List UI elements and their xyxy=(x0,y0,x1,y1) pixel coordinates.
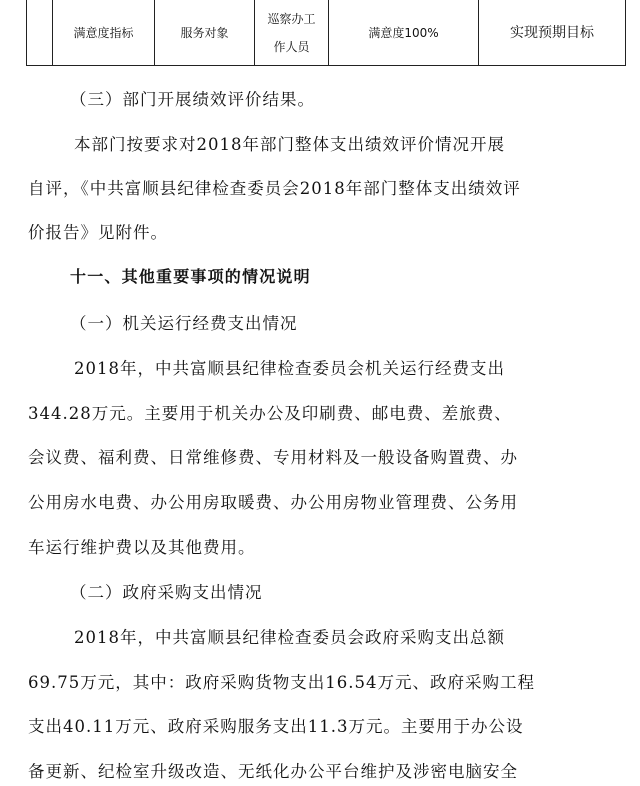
paragraph-line: 2018年，中共富顺县纪律检查委员会政府采购支出总额 xyxy=(74,628,505,647)
subsection-heading-operating-expenses: （一）机关运行经费支出情况 xyxy=(70,314,298,333)
paragraph-line: 价报告》见附件。 xyxy=(28,223,168,242)
paragraph-line: 公用房水电费、办公用房取暖费、办公用房物业管理费、公务用 xyxy=(28,493,518,512)
table-cell-staff xyxy=(255,0,329,66)
table-cell-indicator: 满意度指标 xyxy=(53,0,155,66)
paragraph-line: 本部门按要求对2018年部门整体支出绩效评价情况开展 xyxy=(74,135,505,154)
subsection-heading-procurement: （二）政府采购支出情况 xyxy=(70,583,263,602)
table-cell-target: 服务对象 xyxy=(155,0,255,66)
paragraph-line: 344.28万元。主要用于机关办公及印刷费、邮电费、差旅费、 xyxy=(28,404,512,423)
paragraph-line: 备更新、纪检室升级改造、无纸化办公平台维护及涉密电脑安全 xyxy=(28,762,518,781)
table-cell-staff-line2: 作人员 xyxy=(273,40,310,54)
section-heading-other-matters: 十一、其他重要事项的情况说明 xyxy=(70,267,311,286)
paragraph-line: 支出40.11万元、政府采购服务支出11.3万元。主要用于办公设 xyxy=(28,717,524,736)
table-cell-satisfaction: 满意度100% xyxy=(329,0,479,66)
table-cell-blank xyxy=(27,0,53,66)
paragraph-line: 69.75万元，其中：政府采购货物支出16.54万元、政府采购工程 xyxy=(28,673,535,692)
paragraph-line: 车运行维护费以及其他费用。 xyxy=(28,538,256,557)
performance-table-row xyxy=(26,0,626,66)
paragraph-line: 自评，《中共富顺县纪律检查委员会2018年部门整体支出绩效评 xyxy=(28,179,521,198)
table-cell-staff-line1: 巡察办工 xyxy=(267,12,316,26)
section-heading-performance-result: （三）部门开展绩效评价结果。 xyxy=(70,90,315,109)
table-cell-result: 实现预期目标 xyxy=(510,25,594,41)
paragraph-line: 2018年，中共富顺县纪律检查委员会机关运行经费支出 xyxy=(74,359,505,378)
paragraph-line: 会议费、福利费、日常维修费、专用材料及一般设备购置费、办 xyxy=(28,448,518,467)
